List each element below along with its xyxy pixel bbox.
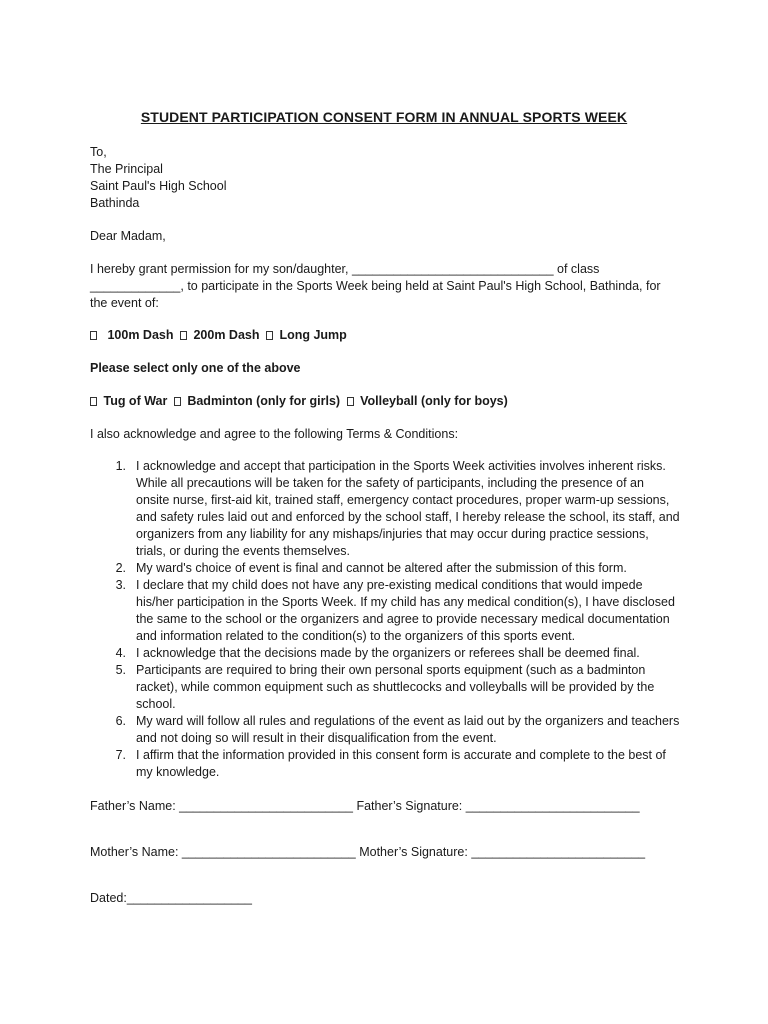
fathers-name-field[interactable]: Father’s Name: _________________________: [90, 799, 353, 813]
checkbox-tug-of-war[interactable]: [90, 397, 97, 406]
terms-intro: I also acknowledge and agree to the following Terms & Conditions:: [90, 427, 459, 441]
option-label-volleyball: Volleyball (only for boys): [360, 394, 508, 408]
terms-list: [110, 458, 680, 781]
term-number: 5.: [115, 663, 126, 677]
option-label-badminton: Badminton (only for girls): [187, 394, 341, 408]
term-number: 7.: [115, 748, 126, 762]
address-line: Saint Paul's High School: [90, 179, 227, 193]
father-signature-row: [90, 798, 690, 815]
address-line: Bathinda: [90, 196, 140, 210]
term-number: 1.: [115, 459, 126, 473]
list-item: [110, 560, 680, 577]
list-item: [110, 645, 680, 662]
option-label-200m-dash: 200m Dash: [193, 328, 260, 342]
permission-paragraph: I hereby grant permission for my son/daughter, _____________________________ of class _____________, to participate in the Sports Week being held at Saint Paul's High School, Bathinda, for the event of:: [90, 262, 661, 310]
mothers-signature-field[interactable]: Mother’s Signature: _________________________: [359, 845, 646, 859]
list-item: [110, 662, 680, 713]
term-number: 6.: [115, 714, 126, 728]
list-item: [110, 577, 680, 645]
option-label-100m-dash: 100m Dash: [107, 328, 174, 342]
list-item: [110, 747, 680, 781]
term-text: I acknowledge that the decisions made by the organizers or referees shall be deemed final.: [136, 646, 640, 660]
mother-signature-row: [90, 844, 690, 861]
term-text: I acknowledge and accept that participation in the Sports Week activities involves inherent risks. While all precautions will be taken for the safety of participants, including the presence of an onsite nurse, first-aid kit, trained staff, emergency contact procedures, proper warm-up sessions, and safety rules laid out and enforced by the school staff, I hereby release the school, its staff, and organizers from any liability for any mishaps/injuries that may occur during practice sessions, trials, or during the events themselves.: [136, 459, 680, 558]
list-item: [110, 458, 680, 560]
salutation: Dear Madam,: [90, 229, 166, 243]
address-line: To,: [90, 145, 107, 159]
term-number: 4.: [115, 646, 126, 660]
checkbox-long-jump[interactable]: [266, 331, 273, 340]
event-options-group-b: [90, 393, 680, 410]
checkbox-200m-dash[interactable]: [180, 331, 187, 340]
term-text: I declare that my child does not have any pre-existing medical conditions that would impede his/her participation in the Sports Week. If my child has any medical condition(s), I have disclosed the same to the school or the organizers and agree to provide necessary medical documentation and information related to the condition(s) to the organizers of this sports event.: [136, 578, 675, 643]
term-number: 2.: [115, 561, 126, 575]
option-label-long-jump: Long Jump: [279, 328, 347, 342]
term-text: My ward will follow all rules and regulations of the event as laid out by the organizers and teachers and not doing so will result in their disqualification from the event.: [136, 714, 680, 745]
checkbox-100m-dash[interactable]: [90, 331, 97, 340]
mothers-name-field[interactable]: Mother’s Name: _________________________: [90, 845, 356, 859]
list-item: [110, 713, 680, 747]
form-title: STUDENT PARTICIPATION CONSENT FORM IN ANNUAL SPORTS WEEK: [140, 109, 628, 125]
select-one-note: Please select only one of the above: [90, 361, 301, 375]
term-text: Participants are required to bring their own personal sports equipment (such as a badminton racket), while common equipment such as shuttlecocks and volleyballs will be provided by the school.: [136, 663, 655, 711]
checkbox-badminton[interactable]: [174, 397, 181, 406]
dated-field[interactable]: Dated:__________________: [90, 891, 252, 905]
address-line: The Principal: [90, 162, 163, 176]
term-number: 3.: [115, 578, 126, 592]
date-row: [90, 890, 690, 907]
option-label-tug-of-war: Tug of War: [103, 394, 168, 408]
recipient-address: [90, 144, 680, 212]
fathers-signature-field[interactable]: Father’s Signature: _________________________: [356, 799, 640, 813]
checkbox-volleyball[interactable]: [347, 397, 354, 406]
term-text: I affirm that the information provided in this consent form is accurate and complete to the best of my knowledge.: [136, 748, 666, 779]
event-options-group-a: [90, 327, 680, 344]
term-text: My ward's choice of event is final and cannot be altered after the submission of this form.: [136, 561, 627, 575]
